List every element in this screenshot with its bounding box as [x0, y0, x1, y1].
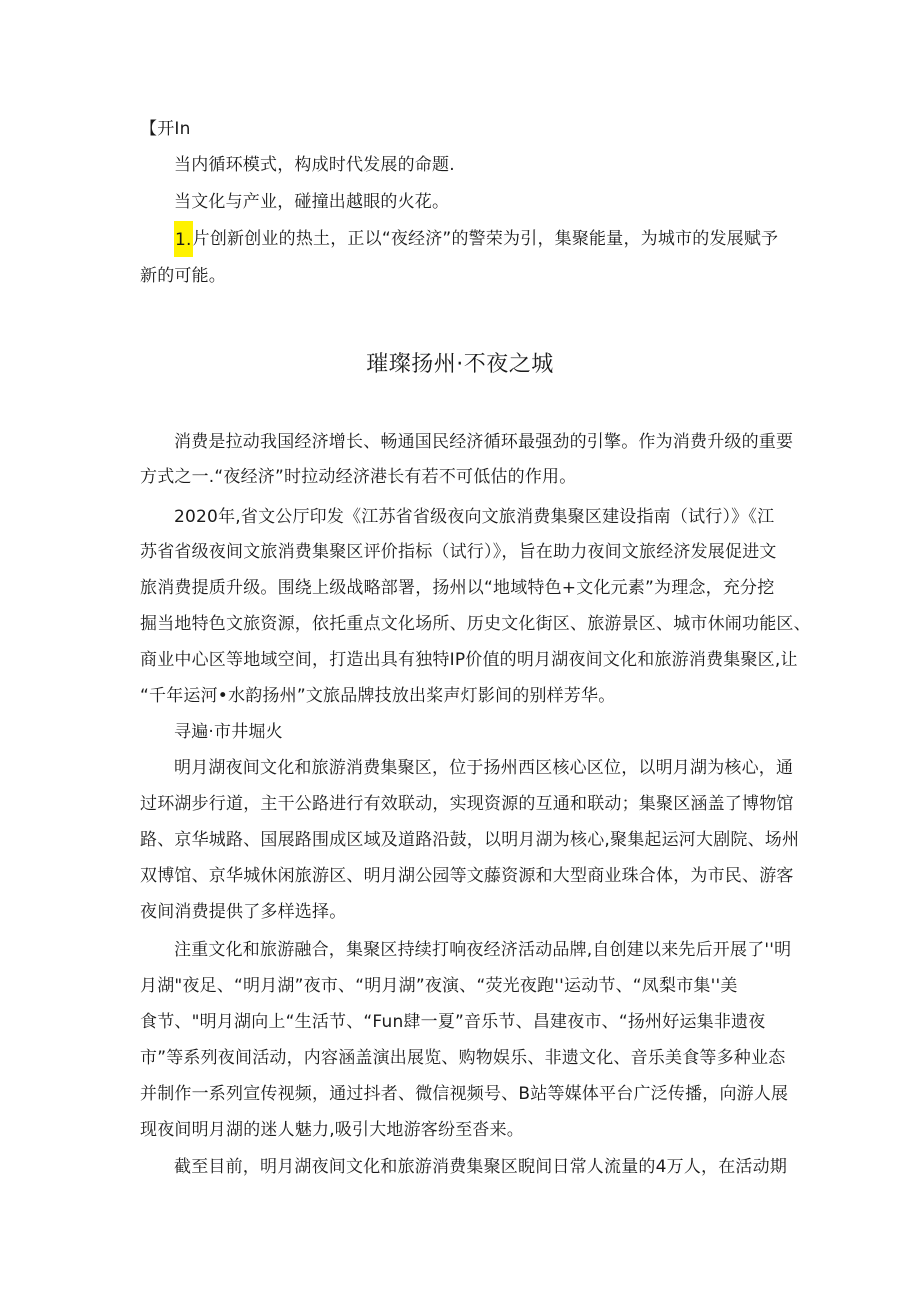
intro-header: 【开In — [140, 119, 191, 139]
paragraph-line: “千年运河•水韵扬州”文旅品牌技放出桨声灯影间的别样芳华。 — [140, 686, 616, 706]
paragraph-line: 截至目前，明月湖夜间文化和旅游消费集聚区睨间日常人流量的4万人，在活动期 — [174, 1157, 788, 1177]
paragraph-line: 苏省省级夜间文旅消费集聚区评价指标（试行）》，旨在助力夜间文旅经济发展促进文 — [140, 542, 777, 562]
article-title: 璀璨扬州·不夜之城 — [366, 352, 554, 377]
paragraph-line: 2020年,省文公厅印发《江苏省省级夜向文旅消费集聚区建设指南（试行）》《江 — [174, 507, 775, 527]
paragraph-line: 消费是拉动我国经济增长、畅通国民经济循环最强劲的引擎。作为消费升级的重要 — [174, 432, 794, 452]
intro-line-2: 当文化与产业，碰撞出越眼的火花。 — [174, 192, 450, 212]
paragraph-line: 食节、"明月湖向上“生活节、“Fun肆一夏”音乐节、昌建夜市、“扬州好运集非遗夜 — [140, 1012, 766, 1032]
paragraph-line: 商业中心区等地域空间，打造出具有独特IP价值的明月湖夜间文化和旅游消费集聚区,让 — [140, 650, 798, 670]
intro-line-3 — [174, 229, 778, 257]
intro-line-3-text: 片创新创业的热土，正以“夜经济”的警荣为引，集聚能量，为城市的发展赋予 — [192, 229, 779, 249]
highlighted-marker: 1. — [174, 221, 193, 257]
paragraph-line: 旅消费提质升级。围绕上级战略部署，扬州以“地域特色+文化元素”为理念，充分挖 — [140, 578, 775, 598]
paragraph-line: 并制作一系列宣传视频，通过抖者、微信视频号、B站等媒体平台广泛传播，向游人展 — [140, 1084, 789, 1104]
paragraph-line: 过环湖步行道，主干公路进行有效联动，实现资源的互通和联动；集聚区涵盖了博物馆 — [140, 794, 794, 814]
intro-line-4: 新的可能。 — [140, 266, 226, 286]
paragraph-line: 注重文化和旅游融合，集聚区持续打响夜经济活动品牌,自创建以来先后开展了''明 — [174, 940, 792, 960]
paragraph-line: 现夜间明月湖的迷人魅力,吸引大地游客纷至沓来。 — [140, 1120, 525, 1140]
paragraph-line: 方式之一.“夜经济”时拉动经济港长有若不可低估的作用。 — [140, 467, 577, 487]
paragraph-line: 月湖"夜足、“明月湖”夜市、“明月湖”夜演、“荧光夜跑''运动节、“凤梨市集''美 — [140, 976, 738, 996]
intro-line-1: 当内循环模式，构成时代发展的命题. — [174, 155, 455, 175]
section-subheading: 寻遍·市井堀火 — [174, 722, 283, 742]
paragraph-line: 明月湖夜间文化和旅游消费集聚区，位于扬州西区核心区位，以明月湖为核心，通 — [174, 758, 794, 778]
paragraph-line: 路、京华城路、国展路围成区域及道路沿鼓，以明月湖为核心,聚集起运河大剧院、场州 — [140, 830, 800, 850]
paragraph-line: 夜间消费提供了多样选择。 — [140, 902, 347, 922]
paragraph-line: 双博馆、京华城休闲旅游区、明月湖公园等文藤资源和大型商业珠合体，为市民、游客 — [140, 866, 794, 886]
paragraph-line: 掘当地特色文旅资源，依托重点文化场所、历史文化街区、旅游景区、城市休闹功能区、 — [140, 614, 811, 634]
paragraph-line: 市”等系列夜间活动，内容涵盖演出展览、购物娱乐、非遗文化、音乐美食等多种业态 — [140, 1048, 786, 1068]
